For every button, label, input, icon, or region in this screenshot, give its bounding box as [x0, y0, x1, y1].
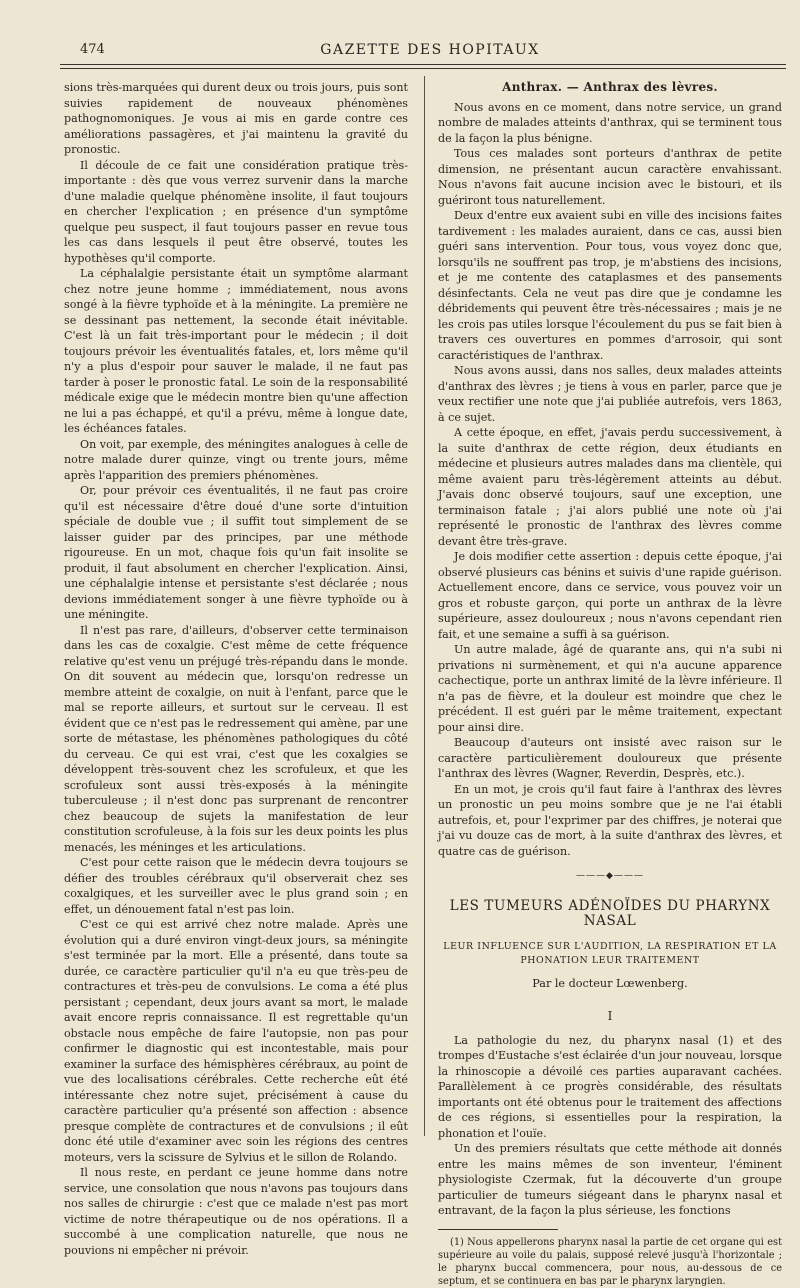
article-author: Par le docteur Lœwenberg.	[532, 976, 688, 990]
header-rule	[60, 64, 786, 65]
paragraph: On voit, par exemple, des méningites analogues à celle de notre malade durer quinze, vingt ou trente jours, même après l'apparition des premiers phénomènes.	[64, 437, 408, 482]
right-column	[438, 80, 782, 1288]
paragraph: La pathologie du nez, du pharynx nasal (1) et des trompes d'Eustache s'est éclairée d'un jour nouveau, lorsque la rhinoscopie a dévoilé ces parties auparavant cachées. Parallèlement à ce progrès considérable, des résultats importants ont été obtenus pour le traitement des affections de ces régions, si essentielles pour la respiration, la phonation et l'ouïe.	[438, 1033, 782, 1140]
paragraph: Nous avons aussi, dans nos salles, deux malades atteints d'anthrax des lèvres ; je tiens à vous en parler, parce que je veux rectifier une note que j'ai publiée autrefois, vers 1863, à ce sujet.	[438, 364, 782, 424]
footnote-rule	[438, 1229, 558, 1230]
header-rule-thin	[60, 68, 786, 69]
paragraph: Deux d'entre eux avaient subi en ville des incisions faites tardivement : les malades auraient, dans ce cas, aussi bien guéri sans intervention. Pour tous, vous voyez donc que, lorsqu'ils ne souffrent pas trop, je m'abstiens des incisions, et je me contente des cataplasmes et des pansements désinfectants. Cela ne veut pas dire que je condamne les débridements qui peuvent être très-nécessaires ; mais je ne les crois pas utiles lorsque l'écoulement du pus se fait bien à travers ces ouvertures en pommes d'arrosoir, qui sont caractéristiques de l'anthrax.	[438, 209, 782, 362]
article-title: LES TUMEURS ADÉNOÏDES DU PHARYNX NASAL	[449, 897, 771, 929]
left-column	[64, 80, 408, 1258]
section-title: Anthrax. — Anthrax des lèvres.	[502, 80, 718, 94]
section-separator: ———◆———	[576, 871, 644, 881]
article-section-number: I	[607, 1009, 613, 1023]
paragraph: A cette époque, en effet, j'avais perdu successivement, à la suite d'anthrax de cette région, deux étudiants en médecine et plusieurs autres malades dans ma clientèle, qui même avaient paru très-légèrement atteints au début. J'avais donc observé toujours, sauf une exception, une terminaison fatale ; j'ai alors publié une note où j'ai représenté le pronostic de l'anthrax des lèvres comme devant être très-grave.	[438, 426, 782, 548]
paragraph: Beaucoup d'auteurs ont insisté avec raison sur le caractère particulièrement douloureux que présente l'anthrax des lèvres (Wagner, Reverdin, Desprès, etc.).	[438, 736, 782, 780]
paragraph: La céphalalgie persistante était un symptôme alarmant chez notre jeune homme ; immédiatement, nous avons songé à la fièvre typhoïde et à la méningite. La première ne se dessinant pas nettement, la seconde était inévitable. C'est là un fait très-important pour le médecin ; il doit toujours prévoir les éventualités fatales, et, lors même qu'il n'y a plus d'espoir pour sauver le malade, il ne faut pas tarder à poser le pronostic fatal. Le soin de la responsabilité médicale exige que le médecin montre bien qu'une affection ne lui a pas échappé, et qu'il a prévu, même à longue date, les échéances fatales.	[64, 267, 408, 435]
footnote-text: (1) Nous appellerons pharynx nasal la partie de cet organe qui est supérieure au voile du palais, supposé relevé jusqu'à l'horizontale ; le pharynx buccal commencera, pour nous, au-dessous de ce septum, et se continuera en bas par le pharynx laryngien.	[438, 1236, 782, 1287]
paragraph: sions très-marquées qui durent deux ou trois jours, puis sont suivies rapidement de nouveaux phénomènes pathognomoniques. Je vous ai mis en garde contre ces améliorations passagères, et j'ai maintenu la gravité du pronostic.	[64, 81, 408, 156]
page-number: 474	[80, 42, 105, 57]
running-title: GAZETTE DES HOPITAUX	[320, 42, 540, 58]
article-subtitle: LEUR INFLUENCE SUR L'AUDITION, LA RESPIRATION ET LA PHONATION LEUR TRAITEMENT	[443, 940, 777, 966]
paragraph: C'est pour cette raison que le médecin devra toujours se défier des troubles cérébraux qu'il observerait chez ses coxalgiques, et les surveiller avec le plus grand soin ; en effet, un dénouement fatal n'est pas loin.	[64, 856, 408, 916]
paragraph: Un des premiers résultats que cette méthode ait donnés entre les mains mêmes de son inventeur, l'éminent physiologiste Czermak, fut la découverte d'un groupe particulier de tumeurs siégeant dans le pharynx nasal et entravant, de la façon la plus sérieuse, les fonctions	[438, 1142, 782, 1217]
paragraph: Un autre malade, âgé de quarante ans, qui n'a subi ni privations ni surmènement, et qui n'a aucune apparence cachectique, porte un anthrax limité de la lèvre inférieure. Il n'a pas de fièvre, et la douleur est moindre que chez le précédent. Il est guéri par le même traitement, expectant pour ainsi dire.	[438, 643, 782, 734]
paragraph: Il découle de ce fait une considération pratique très-importante : dès que vous verrez survenir dans la marche d'une maladie quelque phénomène insolite, il faut toujours en chercher l'explication ; en présence d'un symptôme quelque peu suspect, il faut toujours passer en revue tous les cas dans lesquels il peut être observé, toutes les hypothèses qu'il comporte.	[64, 158, 408, 265]
page-header	[80, 40, 780, 62]
paragraph: En un mot, je crois qu'il faut faire à l'anthrax des lèvres un pronostic un peu moins sombre que je ne l'ai établi autrefois, et, pour l'exprimer par des chiffres, je noterai que j'ai vu douze cas de mort, à la suite d'anthrax des lèvres, et quatre cas de guérison.	[438, 782, 782, 858]
paragraph: Je dois modifier cette assertion : depuis cette époque, j'ai observé plusieurs cas bénins et suivis d'une rapide guérison. Actuellement encore, dans ce service, vous pouvez voir un gros et robuste garçon, qui porte un anthrax de la lèvre supérieure, assez douloureux ; nous n'avons cependant rien fait, et une semaine a suffi à sa guérison.	[438, 550, 782, 641]
paragraph: Il n'est pas rare, d'ailleurs, d'observer cette terminaison dans les cas de coxalgie. C'est même de cette fréquence relative qu'est venu un préjugé très-répandu dans le monde. On dit souvent au médecin que, lorsqu'on redresse un membre atteint de coxalgie, on nuit à l'enfant, parce que le mal se reporte ailleurs, et surtout sur le cerveau. Il est évident que ce n'est pas le redressement qui amène, par une sorte de métastase, les phénomènes pathologiques du côté du cerveau. Ce qui est vrai, c'est que les coxalgies se développent très-souvent chez les scrofuleux, et que les scrofuleux sont aussi très-exposés à la méningite tuberculeuse ; il n'est donc pas surprenant de rencontrer chez beaucoup de sujets la manifestation de leur constitution scrofuleuse, à la fois sur les deux points les plus menacés, les méninges et les articulations.	[64, 623, 408, 854]
column-divider	[424, 76, 425, 1136]
paragraph: Nous avons en ce moment, dans notre service, un grand nombre de malades atteints d'anthrax, qui se terminent tous de la façon la plus bénigne.	[438, 100, 782, 145]
paragraph: Tous ces malades sont porteurs d'anthrax de petite dimension, ne présentant aucun caractère envahissant. Nous n'avons fait aucune incision avec le bistouri, et ils guériront tous naturellement.	[438, 147, 782, 207]
paragraph: Or, pour prévoir ces éventualités, il ne faut pas croire qu'il est nécessaire d'être doué d'une sorte d'intuition spéciale de double vue ; il suffit tout simplement de se laisser guider par des principes, par une méthode rigoureuse. En un mot, chaque fois qu'un fait insolite se produit, il faut absolument en chercher l'explication. Ainsi, une céphalalgie intense et persistante s'est déclarée ; nous devions immédiatement songer à une fièvre typhoïde ou à une méningite.	[64, 484, 408, 621]
paragraph: Il nous reste, en perdant ce jeune homme dans notre service, une consolation que nous n'avons pas toujours dans nos salles de chirurgie : c'est que ce malade n'est pas mort victime de notre thérapeutique ou de nos opérations. Il a succombé à une complication naturelle, que nous ne pouvions ni empêcher ni prévoir.	[64, 1166, 408, 1257]
footnote	[438, 1236, 782, 1288]
paragraph: C'est ce qui est arrivé chez notre malade. Après une évolution qui a duré environ vingt-deux jours, sa méningite s'est terminée par la mort. Elle a présenté, dans toute sa durée, ce caractère particulier qu'il n'a eu que très-peu de contractures et très-peu de convulsions. Le coma a été plus persistant ; cependant, deux jours avant sa mort, le malade avait encore repris connaissance. Il est regrettable qu'un obstacle nous empêche de faire l'autopsie, non pas pour confirmer le diagnostic qui est incontestable, mais pour examiner la surface des hémisphères cérébraux, au point de vue des localisations cérébrales. Cette recherche eût été intéressante chez notre sujet, précisément à cause du caractère particulier qu'a présenté son affection : absence presque complète de contractures et de convulsions ; il eût donc été utile d'examiner avec soin les régions des centres moteurs, vers la scissure de Sylvius et le sillon de Rolando.	[64, 918, 408, 1164]
